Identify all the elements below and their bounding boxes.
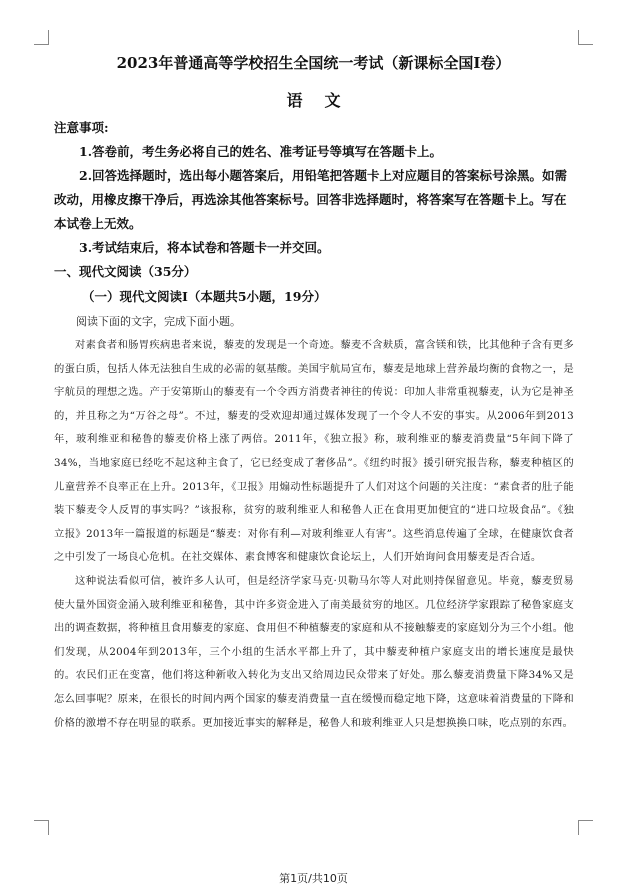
page-number: 第1页/共10页 (279, 872, 348, 885)
crop-mark-top-left (34, 30, 49, 45)
reading-instruction: 阅读下面的文字，完成下面小题。 (76, 315, 241, 328)
notice-item-3: 3.考试结束后，将本试卷和答题卡一并交回。 (79, 240, 330, 255)
notice-item-1: 1.答卷前，考生务必将自己的姓名、准考证号等填写在答题卡上。 (79, 144, 443, 159)
notice-item-2: 2.回答选择题时，选出每小题答案后，用铅笔把答题卡上对应题目的答案标号涂黑。如需改动，用橡皮擦干净后，再选涂其他答案标号。回答非选择题时，将答案写在答题卡上。写在本试卷上无效。 (54, 168, 568, 231)
section-title: 一、现代文阅读（35分） (54, 264, 197, 279)
passage-paragraph-2: 这种说法看似可信，被许多人认可，但是经济学家马克·贝勒马尔等人对此则持保留意见。毕竟，藜麦贸易使大量外国资金涌入玻利维亚和秘鲁，其中许多资金进入了南美最贫穷的地区。几位经济学家跟踪了秘鲁家庭支出的调查数据，将种植且食用藜麦的家庭、食用但不种植藜麦的家庭和从不接触藜麦的家庭划分为三个小组。他们发现，从2004年到2013年，三个小组的生活水平都上升了，其中藜麦种植户家庭支出的增长速度是最快的。农民们正在变富，他们将这种新收入转化为支出又给周边民众带来了好处。那么藜麦消费量下降34%又是怎么回事呢？原来，在很长的时间内两个国家的藜麦消费量一直在缓慢而稳定地下降，这意味着消费量的下降和价格的激增不存在明显的联系。更加接近事实的解释是，秘鲁人和玻利维亚人只是想换换口味，吃点别的东西。 (54, 574, 574, 729)
crop-mark-top-right (578, 30, 593, 45)
exam-subject: 语文 (286, 91, 363, 110)
exam-title: 2023年普通高等学校招生全国统一考试（新课标全国Ⅰ卷） (116, 54, 511, 72)
passage-paragraph-1: 对素食者和肠胃疾病患者来说，藜麦的发现是一个奇迹。藜麦不含麸质，富含镁和铁，比其他种子含有更多的蛋白质，包括人体无法独自生成的必需的氨基酸。美国宇航局宣布，藜麦是地球上营养最均衡的食物之一，是宇航员的理想之选。产于安第斯山的藜麦有一个令西方消费者神往的传说：印加人非常重视藜麦，认为它是神圣的，并且称之为“万谷之母”。不过，藜麦的受欢迎却通过媒体发现了一个令人不安的事实。从2006年到2013年，玻利维亚和秘鲁的藜麦价格上涨了两倍。2011年，《独立报》称，玻利维亚的藜麦消费量“5年间下降了34%，当地家庭已经吃不起这种主食了，它已经变成了奢侈品”。《纽约时报》援引研究报告称，藜麦种植区的儿童营养不良率正在上升。2013年，《卫报》用煽动性标题提升了人们对这个问题的关注度：“素食者的肚子能装下藜麦令人反胃的事实吗？”该报称，贫穷的玻利维亚人和秘鲁人正在食用更加便宜的“进口垃圾食品”。《独立报》2013年一篇报道的标题是“藜麦：对你有利—对玻利维亚人有害”。这些消息传遍了全球，在健康饮食者之中引发了一场良心危机。在社交媒体、素食博客和健康饮食论坛上，人们开始询问食用藜麦是否合适。 (54, 339, 574, 564)
crop-mark-bottom-left (34, 820, 49, 835)
notice-heading: 注意事项: (54, 120, 109, 135)
crop-mark-bottom-right (578, 820, 593, 835)
subsection-title: （一）现代文阅读Ⅰ（本题共5小题，19分） (82, 289, 327, 304)
page-content (54, 116, 574, 735)
